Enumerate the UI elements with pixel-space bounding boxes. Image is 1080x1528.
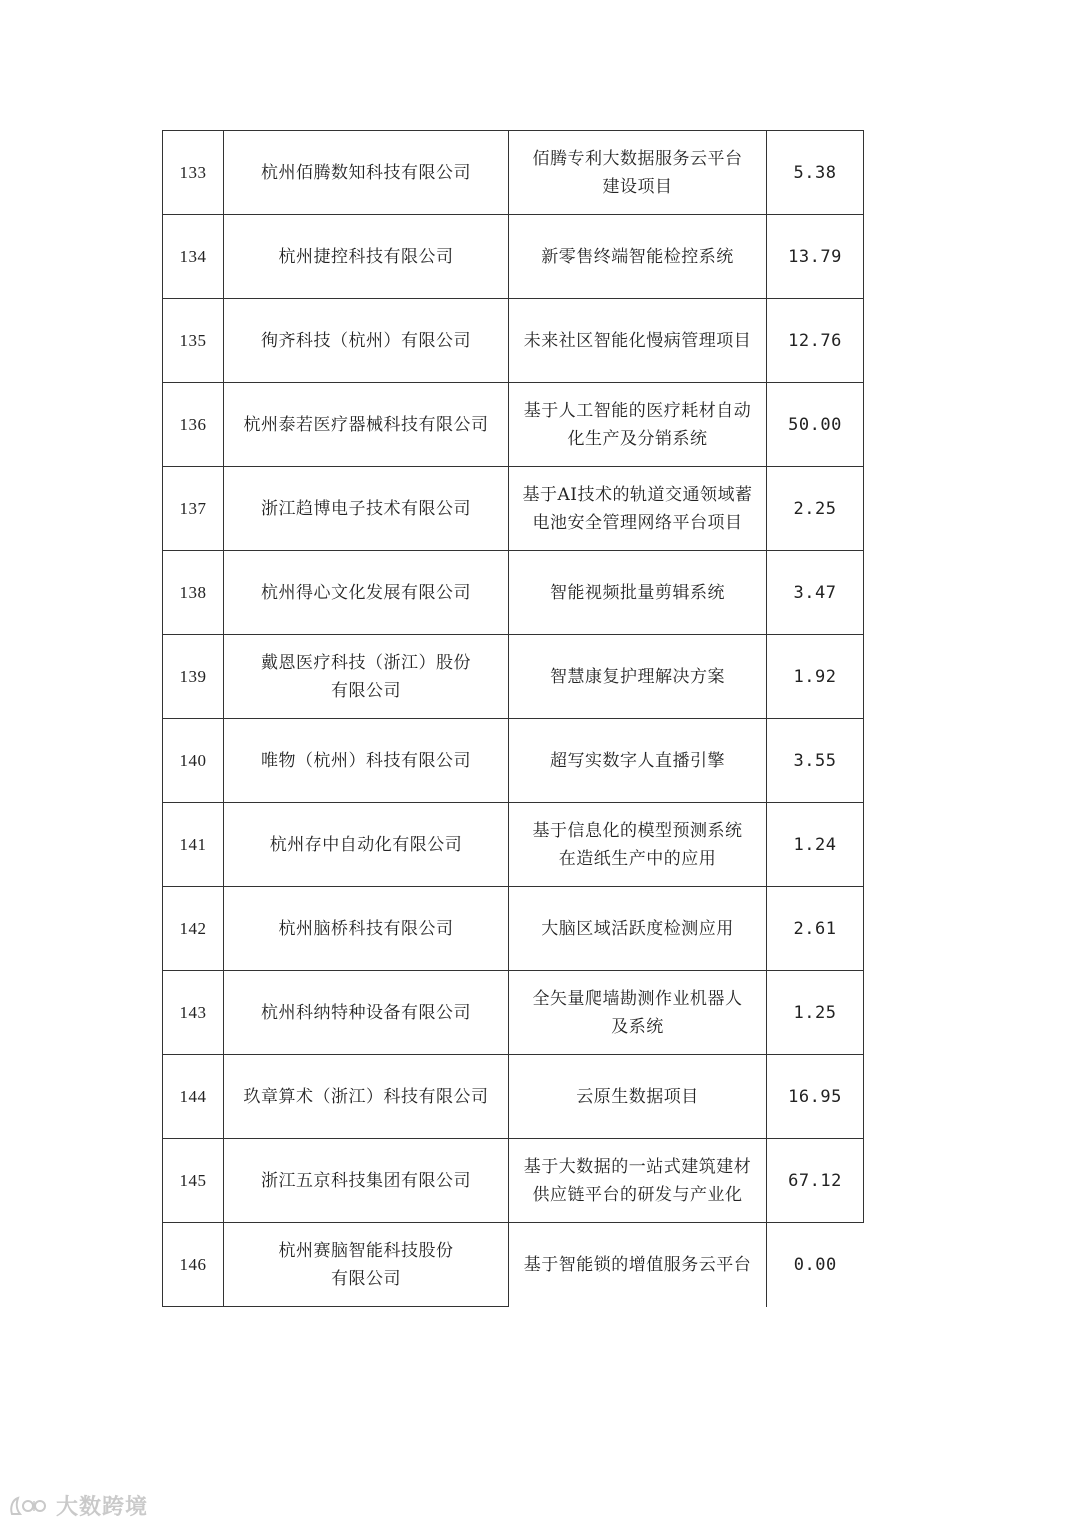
company-name: 杭州科纳特种设备有限公司: [224, 971, 509, 1055]
project-name: 全矢量爬墙勘测作业机器人 及系统: [509, 971, 767, 1055]
funding-table: [162, 130, 864, 1307]
row-number: 146: [163, 1223, 224, 1307]
project-name: 超写实数字人直播引擎: [509, 719, 767, 803]
project-name: 大脑区域活跃度检测应用: [509, 887, 767, 971]
table-row: [163, 887, 864, 971]
company-name: 浙江五京科技集团有限公司: [224, 1139, 509, 1223]
table-row: [163, 1055, 864, 1139]
table-row: [163, 131, 864, 215]
amount: 13.79: [767, 215, 864, 299]
row-number: 140: [163, 719, 224, 803]
row-number: 145: [163, 1139, 224, 1223]
amount: 16.95: [767, 1055, 864, 1139]
row-number: 136: [163, 383, 224, 467]
table-row: [163, 215, 864, 299]
row-number: 144: [163, 1055, 224, 1139]
amount: 2.25: [767, 467, 864, 551]
table-row: [163, 635, 864, 719]
project-name: 基于人工智能的医疗耗材自动 化生产及分销系统: [509, 383, 767, 467]
company-name: 杭州捷控科技有限公司: [224, 215, 509, 299]
table-row: [163, 299, 864, 383]
watermark-text: 大数跨境: [56, 1495, 149, 1520]
row-number: 139: [163, 635, 224, 719]
row-number: 135: [163, 299, 224, 383]
row-number: 137: [163, 467, 224, 551]
table-row: [163, 719, 864, 803]
amount: 3.55: [767, 719, 864, 803]
company-name: 杭州脑桥科技有限公司: [224, 887, 509, 971]
row-number: 134: [163, 215, 224, 299]
project-name: 基于AI技术的轨道交通领域蓄 电池安全管理网络平台项目: [509, 467, 767, 551]
amount: 1.25: [767, 971, 864, 1055]
amount: 2.61: [767, 887, 864, 971]
amount: 1.92: [767, 635, 864, 719]
watermark: [8, 1490, 148, 1521]
company-name: 戴恩医疗科技（浙江）股份 有限公司: [224, 635, 509, 719]
row-number: 141: [163, 803, 224, 887]
table-row: [163, 551, 864, 635]
company-name: 玖章算术（浙江）科技有限公司: [224, 1055, 509, 1139]
table-body: [163, 131, 864, 1307]
company-name: 杭州存中自动化有限公司: [224, 803, 509, 887]
company-name: 杭州泰若医疗器械科技有限公司: [224, 383, 509, 467]
company-name: 杭州赛脑智能科技股份 有限公司: [224, 1223, 509, 1307]
amount: 67.12: [767, 1139, 864, 1223]
table-row: [163, 1139, 864, 1223]
project-name: 基于信息化的模型预测系统 在造纸生产中的应用: [509, 803, 767, 887]
project-name: 基于大数据的一站式建筑建材 供应链平台的研发与产业化: [509, 1139, 767, 1223]
company-name: 徇齐科技（杭州）有限公司: [224, 299, 509, 383]
row-number: 143: [163, 971, 224, 1055]
row-number: 133: [163, 131, 224, 215]
company-name: 浙江趋博电子技术有限公司: [224, 467, 509, 551]
project-name: 基于智能锁的增值服务云平台: [509, 1223, 767, 1307]
table-row: [163, 467, 864, 551]
table-row: [163, 803, 864, 887]
amount: 50.00: [767, 383, 864, 467]
table-row: [163, 383, 864, 467]
row-number: 138: [163, 551, 224, 635]
table-row: [163, 1223, 864, 1307]
project-name: 新零售终端智能检控系统: [509, 215, 767, 299]
amount: 0.00: [767, 1223, 864, 1307]
amount: 1.24: [767, 803, 864, 887]
amount: 5.38: [767, 131, 864, 215]
project-name: 佰腾专利大数据服务云平台 建设项目: [509, 131, 767, 215]
project-name: 未来社区智能化慢病管理项目: [509, 299, 767, 383]
company-name: 唯物（杭州）科技有限公司: [224, 719, 509, 803]
amount: 3.47: [767, 551, 864, 635]
company-name: 杭州佰腾数知科技有限公司: [224, 131, 509, 215]
amount: 12.76: [767, 299, 864, 383]
project-name: 云原生数据项目: [509, 1055, 767, 1139]
company-name: 杭州得心文化发展有限公司: [224, 551, 509, 635]
project-name: 智能视频批量剪辑系统: [509, 551, 767, 635]
project-name: 智慧康复护理解决方案: [509, 635, 767, 719]
row-number: 142: [163, 887, 224, 971]
dashukuajing-logo-icon: [8, 1494, 52, 1518]
table-row: [163, 971, 864, 1055]
